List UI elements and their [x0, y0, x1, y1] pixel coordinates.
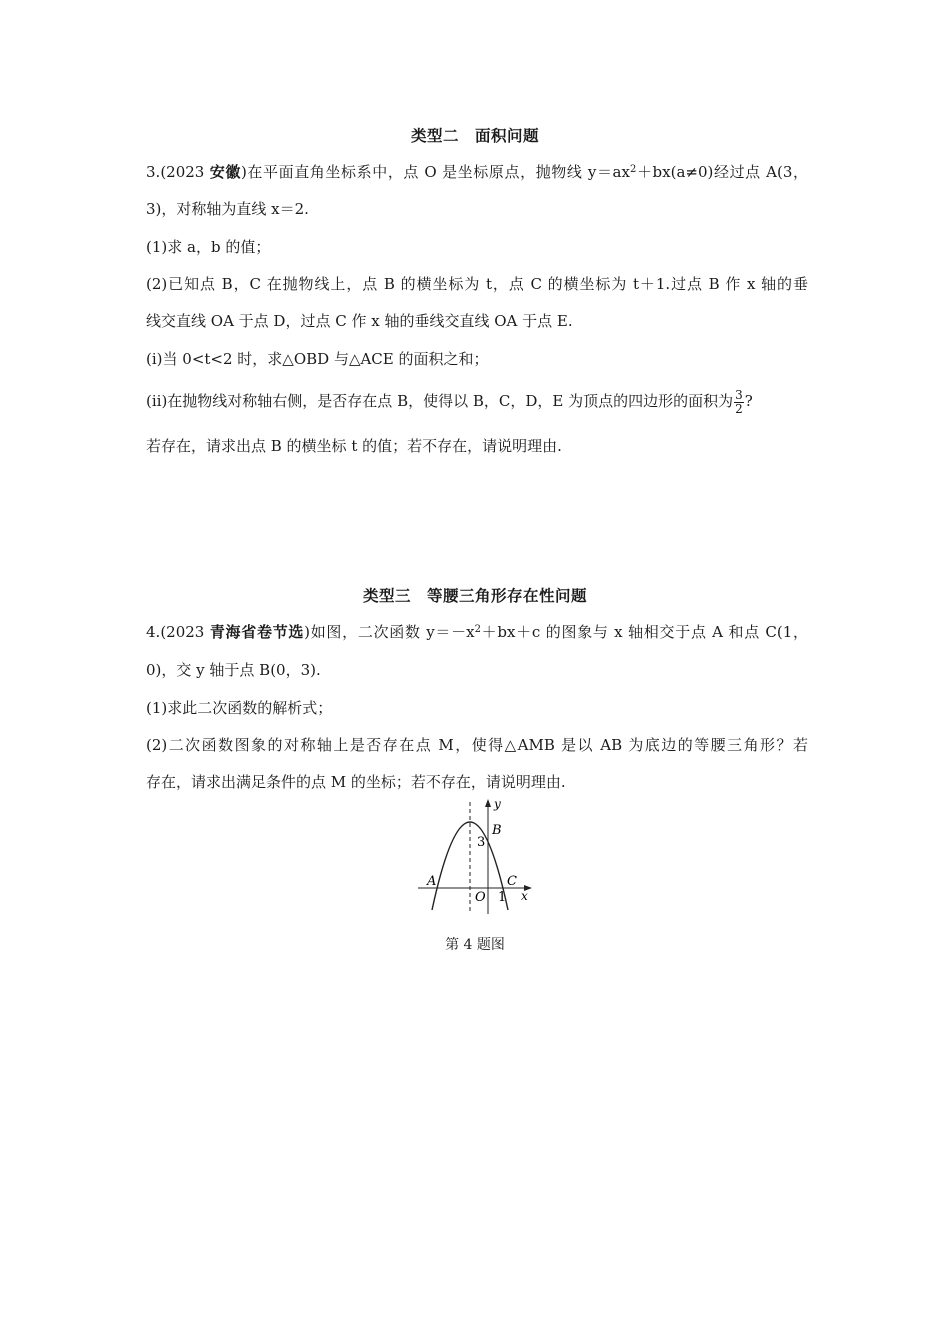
q3-part-2-ii-question-mark: ?: [744, 392, 753, 410]
origin-label: O: [475, 890, 486, 905]
q3-line-1: [146, 162, 808, 182]
q3-source-region: 安徽: [209, 163, 241, 181]
q3-part-2-ii-line-2: 若存在，请求出点 B 的横坐标 t 的值；若不存在，请说明理由.: [146, 437, 562, 455]
q4-source-year: (2023: [160, 623, 210, 641]
q4-stem-tail: ＋bx＋c 的图象与 x 轴相交于点 A 和点 C(1，: [480, 623, 808, 641]
q4-line-1: [146, 622, 808, 642]
q4-part-2-line-1: (2)二次函数图象的对称轴上是否存在点 M，使得△AMB 是以 AB 为底边的等腰三角形？若: [146, 736, 808, 754]
fraction-three-halves: [734, 389, 744, 416]
fraction-denominator: 2: [735, 401, 743, 416]
q4-part-2-line-2: 存在，请求出满足条件的点 M 的坐标；若不存在，请说明理由.: [146, 773, 566, 791]
point-a-label: A: [427, 874, 437, 889]
point-c-label: C: [507, 874, 517, 889]
y-axis-label: y: [494, 797, 501, 811]
q4-part-1: (1)求此二次函数的解析式；: [146, 699, 333, 717]
q3-source-year: (2023: [160, 163, 210, 181]
fraction-numerator: 3: [735, 387, 743, 402]
q3-exponent: 2: [629, 164, 637, 175]
q3-part-1: (1)求 a，b 的值；: [146, 238, 271, 256]
tick-1-label: 1: [498, 890, 507, 905]
q3-number: 3.: [146, 163, 161, 181]
q3-stem-text: )在平面直角坐标系中，点 O 是坐标原点，抛物线 y＝ax: [240, 163, 630, 181]
q4-line-2: 0)，交 y 轴于点 B(0，3).: [146, 661, 321, 679]
section-title-area: 类型二 面积问题: [410, 127, 539, 145]
q4-exponent: 2: [474, 624, 481, 635]
tick-3-label: 3: [477, 835, 486, 850]
parabola-figure: [412, 796, 542, 916]
q3-part-2-ii-line-1: [146, 386, 808, 416]
q3-part-2-line-1: (2)已知点 B，C 在抛物线上，点 B 的横坐标为 t，点 C 的横坐标为 t＋1.过点 B 作 x 轴的垂: [146, 275, 808, 293]
point-b-label: B: [492, 823, 502, 838]
figure-caption: 第 4 题图: [445, 937, 505, 953]
q3-line-2: 3)，对称轴为直线 x＝2.: [146, 200, 309, 218]
q3-part-2-line-2: 线交直线 OA 于点 D，过点 C 作 x 轴的垂线交直线 OA 于点 E.: [146, 312, 573, 330]
q3-part-2-i: (ⅰ)当 0<t<2 时，求△OBD 与△ACE 的面积之和；: [146, 350, 489, 368]
q4-source-region: 青海省卷节选: [209, 623, 305, 641]
q3-stem-tail: ＋bx(a≠0)经过点 A(3，: [636, 163, 808, 181]
section-title-isosceles: 类型三 等腰三角形存在性问题: [362, 587, 587, 605]
q3-part-2-ii-text: (ⅱ)在抛物线对称轴右侧，是否存在点 B，使得以 B，C，D，E 为顶点的四边形的面积为: [146, 392, 734, 410]
parabola-svg: [412, 796, 542, 916]
q4-stem-text: )如图，二次函数 y＝－x: [304, 623, 475, 641]
q4-number: 4.: [146, 623, 161, 641]
x-axis-label: x: [521, 889, 528, 903]
y-axis-arrow-icon: [485, 799, 491, 807]
